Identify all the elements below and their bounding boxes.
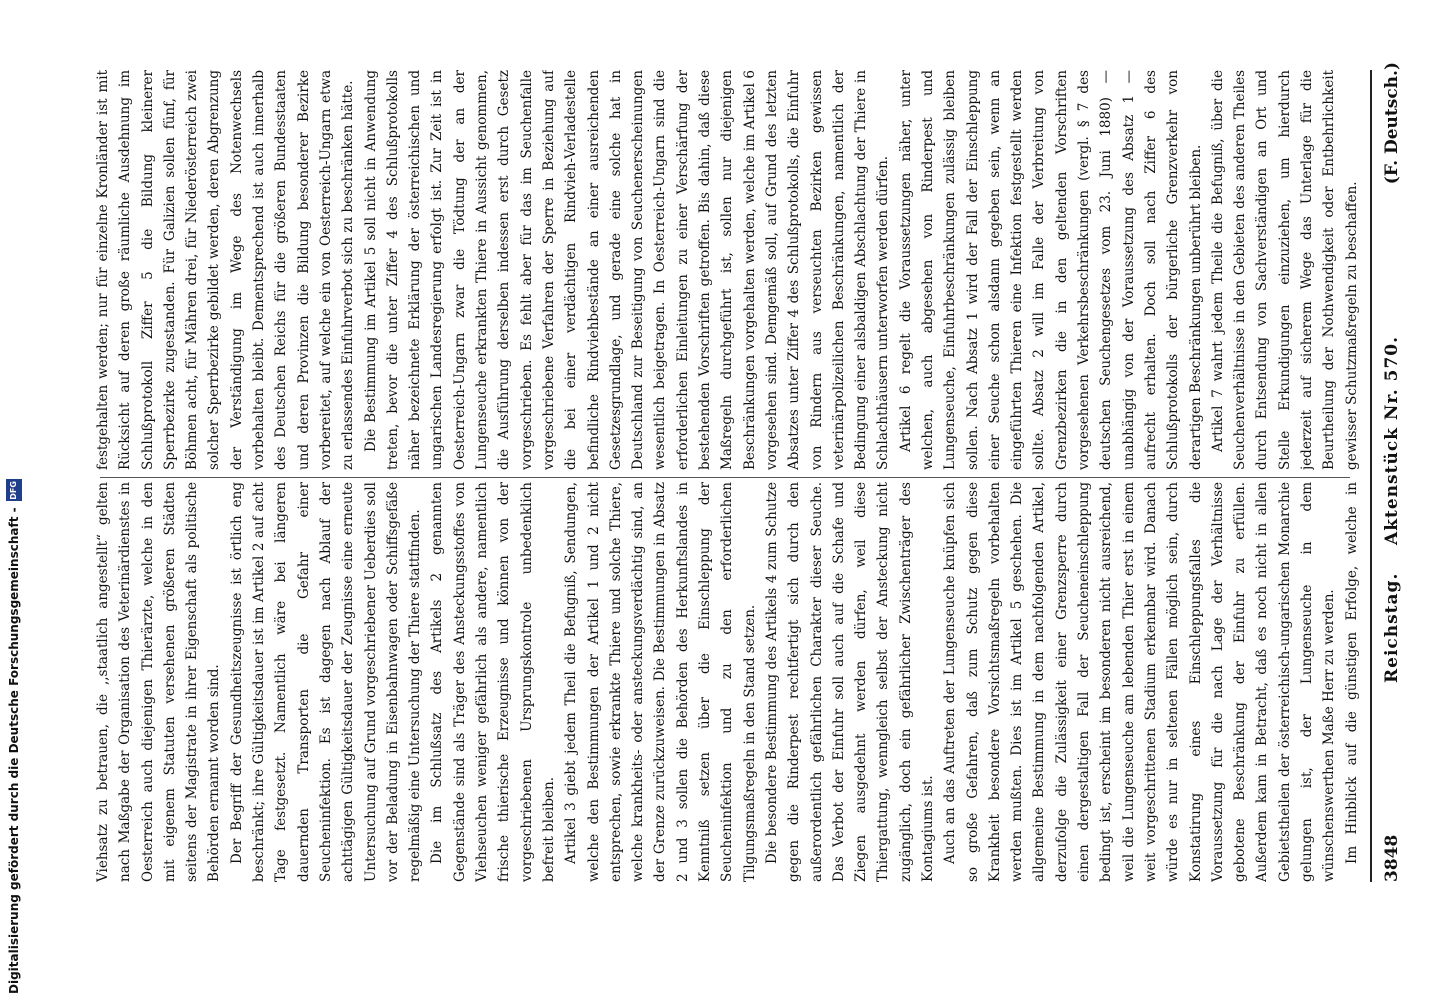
digitization-credit [2,0,26,1000]
column-divider [100,477,1350,478]
paragraph: Der Begriff der Gesundheitszeugnisse ist örtlich eng beschränkt; ihre Gültigkeitsdauer ist im Artikel 2 auf acht Tage festgesetzt. Namentlich wäre bei längeren dauernden Transporten die Gefahr einer Seucheninfektion. Es ist dagegen nach Ablauf der achttägigen Gültigkeitsdauer der Zeugnisse eine erneute Untersuchung auf Grund vorgeschriebener Ueberdies soll vor der Beladung in Eisenbahnwagen oder Schiffsgefäße regelmäßig eine Untersuchung der Thiere stattfinden. [228,482,424,882]
paragraph: Die Bestimmung im Artikel 5 soll nicht in Anwendung treten, bevor die unter Ziffer 4 des Schlußprotokolls näher bezeichnete Erklärung der österreichischen und ungarischen Landesregierung erfolgt ist. Zur Zeit ist in Oesterreich-Ungarn zwar die Tödtung der an der Lungenseuche erkrankten Thiere in Aussicht genommen, die Ausführung derselben indessen erst durch Gesetz vorgeschrieben. Es fehlt aber für das im Seuchenfalle vorgeschriebene Verfahren der Sperre in Beziehung auf die bei einer verdächtigen Rindvieh-Verladestelle befindliche Rindviehbestände an einer ausreichenden Gesetzesgrundlage, und gerade eine solche hat in Deutschland zur Beseitigung von Seuchenerscheinungen wesentlich beigetragen. In Oesterreich-Ungarn sind die erforderlichen Einleitungen zu einer Verschärfung der bestehenden Vorschriften getroffen. Bis dahin, daß diese Maßregeln durchgeführt ist, sollen nur diejenigen Beschränkungen vorgehalten werden, welche im Artikel 6 vorgesehen sind. Demgemäß soll, auf Grund des letzten Absatzes unter Ziffer 4 des Schlußprotokolls, die Einfuhr von Rindern aus verseuchten Bezirken gewissen veterinärpolizeilichen Beschränkungen, namentlich der Bedingung einer alsbaldigen Abschlachtung der Thiere in Schlachthäusern unterworfen werden dürfen. [362,70,892,470]
page-header [1375,62,1409,882]
paragraph: Die im Schlußsatz des Artikels 2 genannten Gegenstände sind als Träger des Ansteckungsstoffes von Viehseuchen weniger gefährlich als andere, namentlich frische thierische Erzeugnisse und können von der vorgeschriebenen Ursprungskontrole unbedenklich befreit bleiben. [429,482,557,882]
paragraph: Artikel 3 giebt jedem Theil die Befugniß, Sendungen, welche den Bestimmungen der Artikel 1 und 2 nicht entsprechen, sowie erkrankte Thiere und solche Thiere, welche krankheits- oder ansteckungsverdächtig sind, an der Grenze zurückzuweisen. Die Bestimmungen in Absatz 2 und 3 sollen die Behörden des Herkunftslandes in Kenntniß setzen über die Einschleppung der Seucheninfektion und zu den erforderlichen Tilgungsmaßregeln in den Stand setzen. [563,482,758,882]
right-text-column [92,70,1362,470]
header-rule [1370,70,1372,882]
header-document-number: Aktenstück Nr. 570. [1382,335,1402,545]
page-number: 3848 [1382,834,1402,882]
left-text-column [92,482,1362,882]
digitization-credit-text: Digitalisierung gefördert durch die Deutsche Forschungsgemeinschaft - [7,507,21,994]
header-edition: (F. Deutsch.) [1382,62,1402,185]
paragraph: Viehsatz zu betrauen, die ,,staatlich angestellt“ gelten nach Maßgabe der Organisation des Veterinärdienstes in Oesterreich auch diejenigen Thierärzte, welche in den mit eigenem Statuten versehenen größeren Städten seitens der Magistrate in ihrer Eigenschaft als politische Behörden ernannt worden sind. [95,482,223,882]
paragraph: Artikel 7 wahrt jedem Theile die Befugniß, über die Seuchenverhältnisse in den Gebieten des anderen Theiles durch Entsendung von Sachverständigen an Ort und Stelle Erkundigungen einzuziehen, um hierdurch jederzeit auf sicherem Wege das Unterlage für die Beurtheilung der Nothwendigkeit oder Entbehrlichkeit gewisser Schutzmaßregeln zu beschaffen. [1209,70,1360,470]
paragraph: Die besondere Bestimmung des Artikels 4 zum Schutze gegen die Rinderpest rechtfertigt sich durch den außerordentlich gefährlichen Charakter dieser Seuche. Das Verbot der Einfuhr soll auch auf die Schafe und Ziegen ausgedehnt werden dürfen, weil diese Thiergattung, wenngleich selbst der Ansteckung nicht zugänglich, doch ein gefährlicher Zwischenträger des Kontagiums ist. [763,482,936,882]
paragraph: Auch an das Auftreten der Lungenseuche knüpfen sich so große Gefahren, daß zum Schutz gegen diese Krankheit besondere Vorsichtsmaßregeln vorbehalten werden mußten. Dies ist im Artikel 5 geschehen. Die allgemeine Bestimmung in dem nachfolgenden Artikel, derzufolge die Zulässigkeit einer Grenzsperre durch einen dergestaltigen Fall der Seucheneinschleppung bedingt ist, erscheint im besonderen nicht ausreichend, weil die Lungenseuche am lebenden Thier erst in einem weit vorgeschrittenen Stadium erkennbar wird. Danach würde es nur in seltenen Fällen möglich sein, durch Konstatirung eines Einschleppungsfalles die Voraussetzung für die nach Lage der Verhältnisse gebotene Beschränkung der Einfuhr zu erfüllen. Außerdem kam in Betracht, daß es noch nicht in allen Gebietstheilen der österreichisch-ungarischen Monarchie gelungen ist, der Lungenseuche in dem wünschenswerthen Maße Herr zu werden. [942,482,1338,882]
paragraph: Artikel 6 regelt die Voraussetzungen näher, unter welchen, auch abgesehen von Rinderpest und Lungenseuche, Einfuhrbeschränkungen zulässig bleiben sollen. Nach Absatz 1 wird der Fall der Einschleppung einer Seuche schon alsdann gegeben sein, wenn an eingeführten Thieren eine Infektion festgestellt werden sollte. Absatz 2 will im Falle der Verbreitung von Grenzbezirken die in den geltenden Vorschriften vorgesehenen Verkehrsbeschränkungen (vergl. § 7 des deutschen Seuchengesetzes vom 23. Juni 1880) — unabhängig von der Voraussetzung des Absatz 1 — aufrecht erhalten. Doch soll nach Ziffer 6 des Schlußprotokolls der bürgerliche Grenzverkehr von derartigen Beschränkungen unberührt bleiben. [897,70,1204,470]
paragraph: Im Hinblick auf die günstigen Erfolge, welche in [1343,482,1360,864]
paragraph: festgehalten werden; nur für einzelne Kronländer ist mit Rücksicht auf deren große räumliche Ausdehnung im Schlußprotokoll Ziffer 5 die Bildung kleinerer Sperrbezirke zugestanden. Für Galizien sollen fünf, für Böhmen acht, für Mähren drei, für Niederösterreich zwei solcher Sperrbezirke gebildet werden, deren Abgrenzung der Verständigung im Wege des Notenwechsels vorbehalten bleibt. Dementsprechend ist auch innerhalb des Deutschen Reichs für die größeren Bundesstaaten und deren Provinzen die Bildung besonderer Bezirke vorbereitet, auf welche ein von Oesterreich-Ungarn etwa zu erlassendes Einfuhrverbot sich zu beschränken hätte. [95,70,357,470]
header-title-text: Reichstag. [1382,572,1402,683]
header-title [1382,336,1402,683]
dfg-logo-icon: DFG [6,479,22,501]
